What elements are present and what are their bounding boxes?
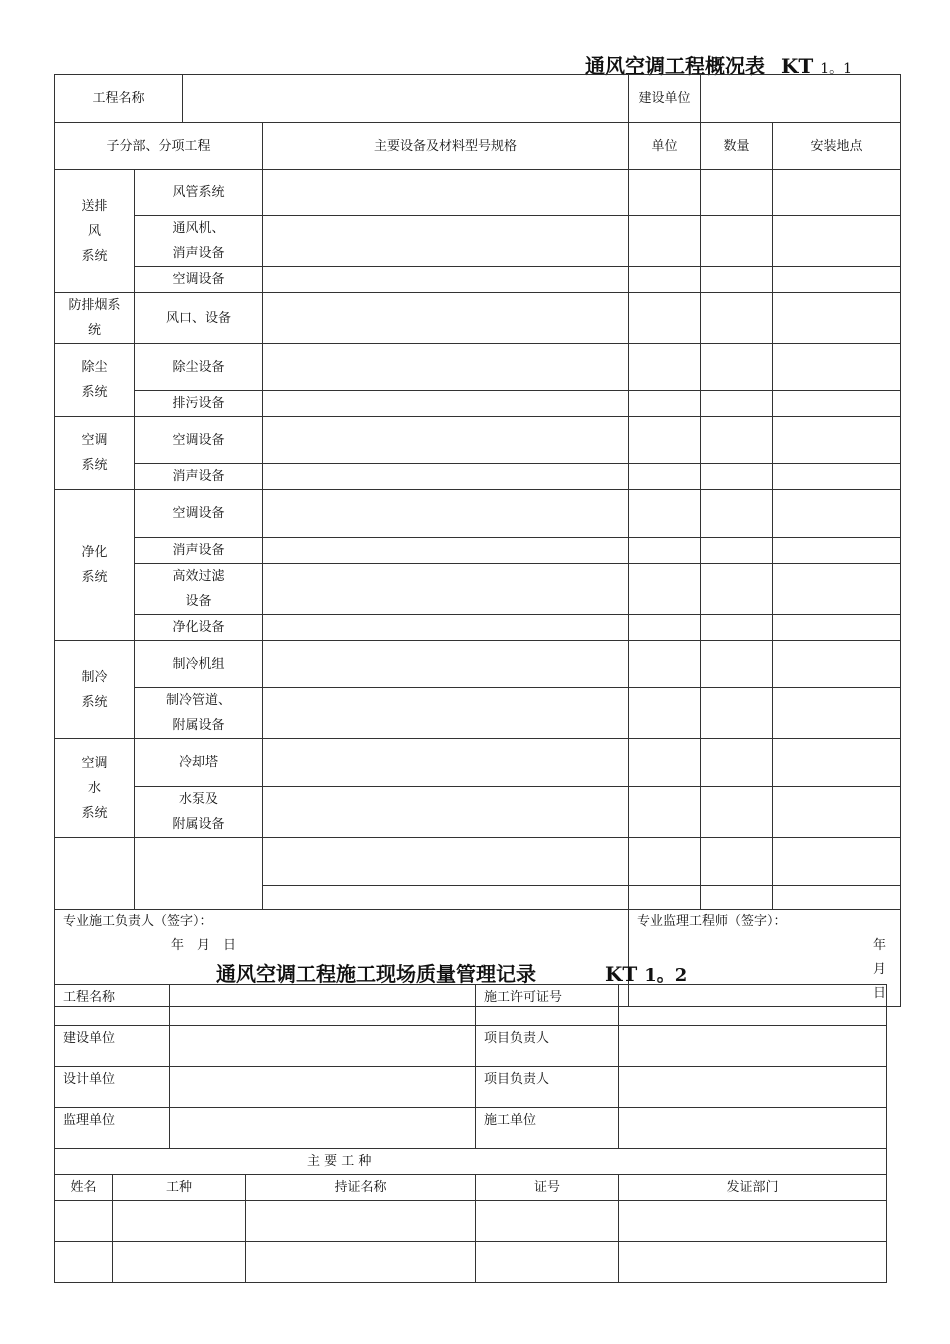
- supervisor-label: 专业监理工程师（签字）：: [637, 914, 787, 929]
- unit-cell[interactable]: [629, 787, 701, 838]
- group-name-line: 水: [87, 780, 101, 796]
- spec-cell[interactable]: [263, 538, 629, 564]
- issuer-cell[interactable]: [619, 1201, 887, 1242]
- quantity-cell[interactable]: [701, 267, 773, 293]
- quantity-cell[interactable]: [701, 615, 773, 641]
- group-name-line: 统: [87, 323, 101, 338]
- item-name-line: 高效过滤: [172, 569, 225, 584]
- group-name-line: 系统: [81, 570, 108, 585]
- trade-cell[interactable]: [113, 1242, 246, 1283]
- construction-lead-date: 年 月 日: [171, 938, 237, 953]
- group-name-line: 系统: [81, 458, 108, 473]
- spec-cell[interactable]: [263, 615, 629, 641]
- name-cell[interactable]: [55, 1242, 113, 1283]
- trade-cell[interactable]: [113, 1201, 246, 1242]
- item-name: 空调设备: [135, 490, 263, 538]
- col-header-quantity: 数量: [701, 123, 773, 170]
- spec-cell[interactable]: [263, 391, 629, 417]
- unit-cell[interactable]: [629, 886, 701, 910]
- item-name-line: 消声设备: [172, 246, 225, 261]
- location-cell[interactable]: [773, 641, 901, 688]
- location-cell[interactable]: [773, 838, 901, 886]
- quantity-cell[interactable]: [701, 464, 773, 490]
- col-header-trade: 工种: [113, 1175, 246, 1201]
- item-name: 净化设备: [135, 615, 263, 641]
- construction-unit-value[interactable]: [701, 75, 901, 123]
- spec-cell[interactable]: [263, 641, 629, 688]
- location-cell[interactable]: [773, 216, 901, 267]
- quantity-cell[interactable]: [701, 170, 773, 216]
- quantity-cell[interactable]: [701, 886, 773, 910]
- issuer-cell[interactable]: [619, 1242, 887, 1283]
- col-header-unit: 单位: [629, 123, 701, 170]
- location-cell[interactable]: [773, 615, 901, 641]
- group-name-line: 系统: [81, 694, 108, 710]
- quantity-cell[interactable]: [701, 739, 773, 787]
- spec-cell[interactable]: [263, 490, 629, 538]
- item-name: [135, 564, 263, 615]
- spec-cell[interactable]: [263, 417, 629, 464]
- col-header-certificate: 持证名称: [246, 1175, 476, 1201]
- group-name: [55, 293, 135, 344]
- supervision-unit-value[interactable]: [170, 1108, 476, 1149]
- unit-cell[interactable]: [629, 344, 701, 391]
- group-name: [55, 641, 135, 739]
- item-name: 风口、设备: [135, 293, 263, 344]
- design-unit-value[interactable]: [170, 1067, 476, 1108]
- location-cell[interactable]: [773, 739, 901, 787]
- location-cell[interactable]: [773, 538, 901, 564]
- col-header-location: 安装地点: [773, 123, 901, 170]
- spec-cell[interactable]: [263, 688, 629, 739]
- project-name-label: 工程名称: [55, 985, 170, 1026]
- item-name-line: 设备: [185, 594, 212, 609]
- item-name: 风管系统: [135, 170, 263, 216]
- certificate-cell[interactable]: [246, 1201, 476, 1242]
- spec-cell[interactable]: [263, 787, 629, 838]
- design-lead-label: 项目负责人: [476, 1067, 619, 1108]
- unit-cell[interactable]: [629, 564, 701, 615]
- group-name-line: 系统: [81, 248, 108, 264]
- construction-unit-label: 建设单位: [629, 75, 701, 123]
- project-name-value[interactable]: [170, 985, 476, 1026]
- group-name-line: 空调: [81, 433, 108, 448]
- location-cell[interactable]: [773, 886, 901, 910]
- item-name: [135, 688, 263, 739]
- group-name: [55, 344, 135, 417]
- location-cell[interactable]: [773, 267, 901, 293]
- table2-code-num: 1。2: [644, 965, 688, 986]
- cert-number-cell[interactable]: [476, 1201, 619, 1242]
- item-name-line: 附属设备: [172, 817, 225, 832]
- unit-cell[interactable]: [629, 267, 701, 293]
- project-name-label: 工程名称: [55, 75, 183, 123]
- unit-cell[interactable]: [629, 538, 701, 564]
- quantity-cell[interactable]: [701, 216, 773, 267]
- group-name-line: 空调: [81, 755, 108, 771]
- item-name-line: 制冷管道、: [166, 693, 232, 708]
- table2-code: KT: [604, 962, 638, 986]
- col-header-spec: 主要设备及材料型号规格: [263, 123, 629, 170]
- permit-number-label: 施工许可证号: [476, 985, 619, 1026]
- spec-cell[interactable]: [263, 293, 629, 344]
- unit-cell[interactable]: [629, 391, 701, 417]
- main-trades-section: [55, 1149, 887, 1175]
- col-header-cert-number: 证号: [476, 1175, 619, 1201]
- unit-cell[interactable]: [629, 490, 701, 538]
- location-cell[interactable]: [773, 293, 901, 344]
- quantity-cell[interactable]: [701, 688, 773, 739]
- blank-group-cell[interactable]: [55, 838, 135, 910]
- group-name-line: 除尘: [81, 360, 108, 375]
- table1-title-text: 通风空调工程概况表: [585, 54, 765, 78]
- col-header-subsection: 子分部、分项工程: [55, 123, 263, 170]
- item-name: 排污设备: [135, 391, 263, 417]
- quantity-cell[interactable]: [701, 293, 773, 344]
- quantity-cell[interactable]: [701, 490, 773, 538]
- location-cell[interactable]: [773, 787, 901, 838]
- overview-table: [54, 74, 901, 1007]
- table2-title: [216, 958, 687, 987]
- item-name: 消声设备: [135, 538, 263, 564]
- construction-unit-label: 建设单位: [55, 1026, 170, 1067]
- unit-cell[interactable]: [629, 641, 701, 688]
- table1-code: KT: [781, 54, 814, 78]
- unit-cell[interactable]: [629, 838, 701, 886]
- group-name-line: 防排烟系: [68, 298, 121, 313]
- group-name-line: 系统: [81, 805, 108, 821]
- location-cell[interactable]: [773, 170, 901, 216]
- item-name: [135, 216, 263, 267]
- unit-cell[interactable]: [629, 688, 701, 739]
- builder-unit-value[interactable]: [619, 1108, 887, 1149]
- location-cell[interactable]: [773, 344, 901, 391]
- col-header-name: 姓名: [55, 1175, 113, 1201]
- item-name: [135, 787, 263, 838]
- col-header-issuer: 发证部门: [619, 1175, 887, 1201]
- project-lead-label: 项目负责人: [476, 1026, 619, 1067]
- location-cell[interactable]: [773, 564, 901, 615]
- unit-cell[interactable]: [629, 216, 701, 267]
- group-name: [55, 170, 135, 293]
- location-cell[interactable]: [773, 417, 901, 464]
- spec-cell[interactable]: [263, 838, 629, 886]
- item-name-line: 通风机、: [172, 221, 225, 236]
- spec-cell[interactable]: [263, 170, 629, 216]
- blank-item-cell[interactable]: [135, 838, 263, 910]
- quantity-cell[interactable]: [701, 564, 773, 615]
- name-cell[interactable]: [55, 1201, 113, 1242]
- group-name-line: 净化: [81, 545, 108, 560]
- spec-cell[interactable]: [263, 886, 629, 910]
- spec-cell[interactable]: [263, 464, 629, 490]
- project-name-value[interactable]: [183, 75, 629, 123]
- supervisor-date: 年 月 日: [873, 938, 900, 1001]
- unit-cell[interactable]: [629, 293, 701, 344]
- item-name: 制冷机组: [135, 641, 263, 688]
- group-name-line: 风: [87, 223, 101, 239]
- group-name: [55, 490, 135, 641]
- design-unit-label: 设计单位: [55, 1067, 170, 1108]
- spec-cell[interactable]: [263, 267, 629, 293]
- quantity-cell[interactable]: [701, 641, 773, 688]
- item-name: 空调设备: [135, 267, 263, 293]
- item-name-line: 附属设备: [172, 718, 225, 733]
- spec-cell[interactable]: [263, 344, 629, 391]
- quantity-cell[interactable]: [701, 391, 773, 417]
- item-name: 除尘设备: [135, 344, 263, 391]
- group-name-line: 送排: [81, 198, 108, 214]
- unit-cell[interactable]: [629, 739, 701, 787]
- unit-cell[interactable]: [629, 615, 701, 641]
- item-name: 空调设备: [135, 417, 263, 464]
- unit-cell[interactable]: [629, 170, 701, 216]
- item-name: 冷却塔: [135, 739, 263, 787]
- construction-unit-value[interactable]: [170, 1026, 476, 1067]
- permit-number-value[interactable]: [619, 985, 887, 1026]
- cert-number-cell[interactable]: [476, 1242, 619, 1283]
- table1-code-num: 1。1: [820, 61, 853, 77]
- spec-cell[interactable]: [263, 739, 629, 787]
- construction-lead-label: 专业施工负责人（签字）：: [63, 914, 213, 929]
- design-lead-value[interactable]: [619, 1067, 887, 1108]
- spec-cell[interactable]: [263, 564, 629, 615]
- group-name: [55, 417, 135, 490]
- spec-cell[interactable]: [263, 216, 629, 267]
- builder-unit-label: 施工单位: [476, 1108, 619, 1149]
- item-name-line: 水泵及: [179, 792, 219, 807]
- main-trades-label: 主 要 工 种: [307, 1154, 372, 1169]
- quantity-cell[interactable]: [701, 787, 773, 838]
- location-cell[interactable]: [773, 464, 901, 490]
- supervision-unit-label: 监理单位: [55, 1108, 170, 1149]
- location-cell[interactable]: [773, 490, 901, 538]
- quantity-cell[interactable]: [701, 417, 773, 464]
- group-name-line: 制冷: [81, 669, 108, 685]
- quantity-cell[interactable]: [701, 344, 773, 391]
- group-name: [55, 739, 135, 838]
- quantity-cell[interactable]: [701, 538, 773, 564]
- location-cell[interactable]: [773, 391, 901, 417]
- quantity-cell[interactable]: [701, 838, 773, 886]
- table2-title-text: 通风空调工程施工现场质量管理记录: [216, 962, 536, 986]
- location-cell[interactable]: [773, 688, 901, 739]
- unit-cell[interactable]: [629, 417, 701, 464]
- quality-record-table: [54, 984, 887, 1283]
- group-name-line: 系统: [81, 385, 108, 400]
- project-lead-value[interactable]: [619, 1026, 887, 1067]
- item-name: 消声设备: [135, 464, 263, 490]
- certificate-cell[interactable]: [246, 1242, 476, 1283]
- unit-cell[interactable]: [629, 464, 701, 490]
